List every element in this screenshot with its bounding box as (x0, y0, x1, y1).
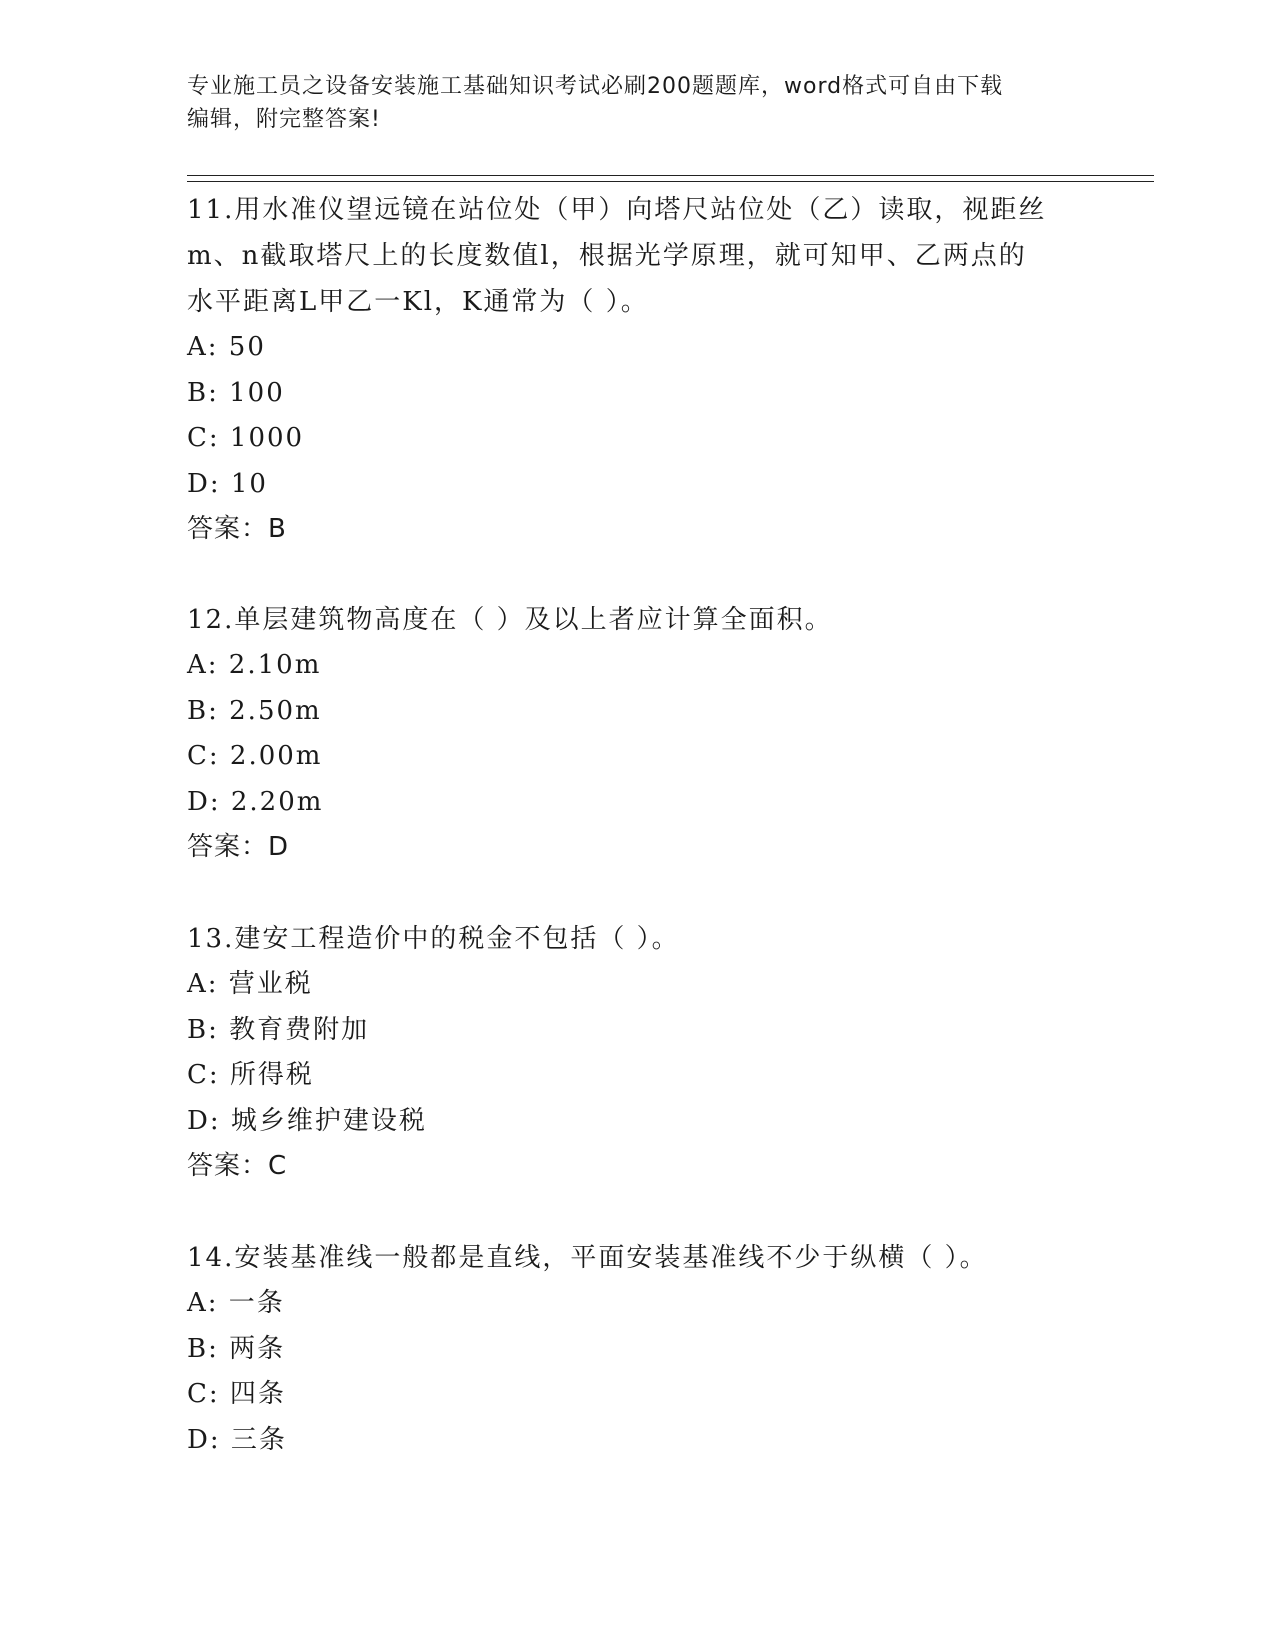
document-header (187, 70, 1067, 136)
option-a: A: 50 (187, 332, 266, 362)
question-stem-line: 11.用水准仪望远镜在站位处（甲）向塔尺站位处（乙）读取，视距丝 (187, 195, 1047, 225)
answer-line: 答案：B (187, 514, 287, 544)
header-line-1: 专业施工员之设备安装施工基础知识考试必刷200题题库，word格式可自由下载 (187, 74, 1004, 99)
header-line-2: 编辑，附完整答案! (187, 107, 381, 132)
option-a: A: 营业税 (187, 969, 313, 999)
question-stem-line: 12.单层建筑物高度在（ ）及以上者应计算全面积。 (187, 605, 833, 635)
question-stem-line: 13.建安工程造价中的税金不包括（ ）。 (187, 924, 680, 954)
question-stem-line: 14.安装基准线一般都是直线，平面安装基准线不少于纵横（ ）。 (187, 1243, 988, 1273)
question-11 (187, 187, 1087, 553)
option-d: D: 三条 (187, 1424, 287, 1455)
question-stem-line: m、n截取塔尺上的长度数值l，根据光学原理，就可知甲、乙两点的 (187, 241, 1027, 271)
question-stem-line: 水平距离L甲乙一Kl，K通常为（ ）。 (187, 287, 649, 317)
option-a: A: 2.10m (187, 650, 322, 680)
option-c: C: 2.00m (187, 741, 323, 771)
option-d: D: 2.20m (187, 786, 324, 817)
option-b: B: 教育费附加 (187, 1014, 370, 1045)
option-a: A: 一条 (187, 1288, 285, 1318)
header-divider-bottom (187, 181, 1154, 182)
option-d: D: 城乡维护建设税 (187, 1105, 427, 1136)
answer-line: 答案：C (187, 1151, 288, 1181)
option-b: B: 两条 (187, 1333, 286, 1364)
option-c: C: 1000 (187, 423, 305, 453)
header-divider-top (187, 175, 1154, 176)
option-c: C: 所得税 (187, 1060, 314, 1090)
option-b: B: 2.50m (187, 695, 322, 726)
answer-line: 答案：D (187, 832, 290, 862)
option-b: B: 100 (187, 377, 285, 408)
question-14 (187, 1235, 1087, 1463)
option-d: D: 10 (187, 468, 268, 499)
question-12 (187, 597, 1087, 871)
option-c: C: 四条 (187, 1379, 286, 1409)
question-13 (187, 916, 1087, 1190)
